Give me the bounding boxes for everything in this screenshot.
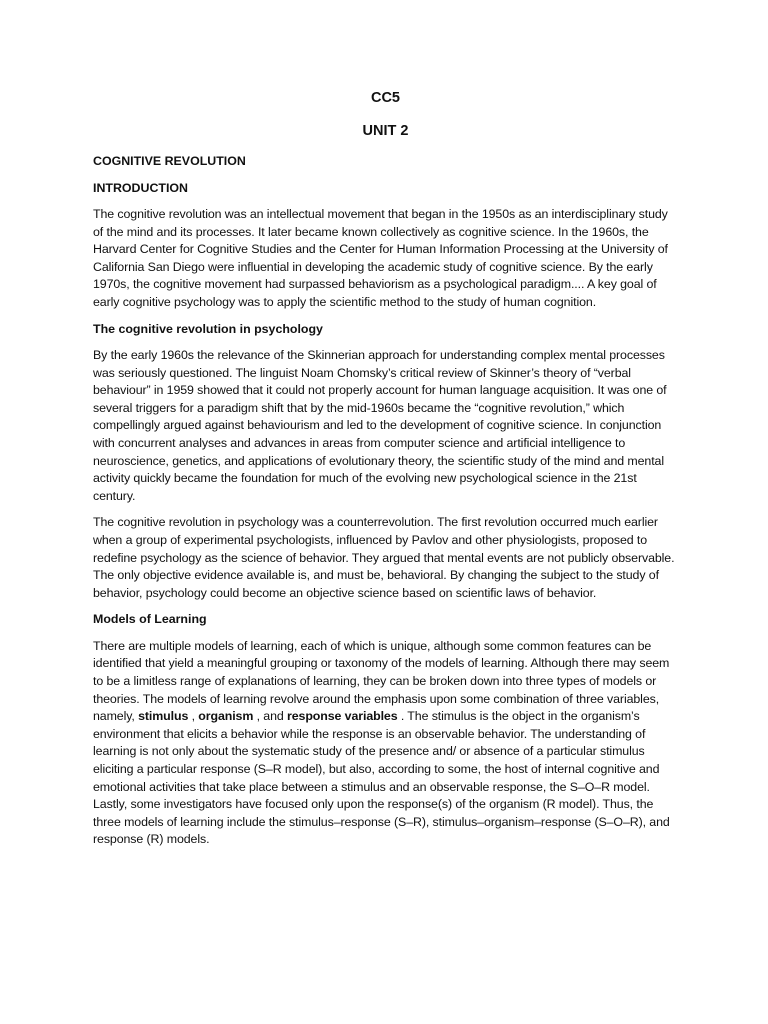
course-code-title: CC5: [370, 90, 400, 106]
models-paragraph: [93, 638, 678, 849]
intro-paragraph: The cognitive revolution was an intellectual movement that began in the 1950s as an interdisciplinary study of the mind and its processes. It later became known collectively as cognitive science. In the 1960s, the Harvard Center for Cognitive Studies and the Center for Human Information Processing at the University of California San Diego were influential in developing the academic study of cognitive science. By the early 1970s, the cognitive movement had surpassed behaviorism as a psychological paradigm.... A key goal of early cognitive psychology was to apply the scientific method to the study of human cognition.: [93, 207, 668, 309]
intro-heading: INTRODUCTION: [93, 180, 188, 195]
models-text-part1: There are multiple models of learning, each of which is unique, although some common features can be identified that yield a meaningful grouping or taxonomy of the models of learning. Although there may seem to be a limitless range of explanations of learning, they can be broken down into three types of models or theories. The models of learning revolve around the emphasis upon some combination of three variables, namely,: [93, 638, 670, 724]
models-heading: Models of Learning: [93, 612, 207, 627]
psych-paragraph-1: By the early 1960s the relevance of the Skinnerian approach for understanding complex mental processes was seriously questioned. The linguist Noam Chomsky’s critical review of Skinner’s theory of “verbal behaviour” in 1959 showed that it could not properly account for human language acquisition. It was one of several triggers for a paradigm shift that by the mid-1960s became the “cognitive revolution,” which compellingly argued against behaviourism and led to the development of cognitive science. In conjunction with concurrent analyses and advances in areas from computer science and artificial intelligence to neuroscience, genetics, and applications of evolutionary theory, the scientific study of the mind and mental activity quickly became the foundation for much of the evolving new psychological science in the 21st century.: [93, 348, 667, 503]
organism-term: organism: [198, 709, 254, 724]
models-separator-1: ,: [188, 709, 199, 724]
section-title: COGNITIVE REVOLUTION: [93, 154, 246, 168]
stimulus-term: stimulus: [138, 709, 189, 724]
unit-title: UNIT 2: [362, 123, 409, 139]
document-page: [93, 88, 678, 858]
models-text-part2: . The stimulus is the object in the organism’s environment that elicits a behavior while the response is an observable behavior. The understanding of learning is not only about the systematic study of the presence and/ or absence of a particular stimulus eliciting a particular response (S–R model), but also, according to some, the host of internal cognitive and emotional activities that take place between a stimulus and an observable response, the S–O–R model. Lastly, some investigators have focused only upon the response(s) of the organism (R model). Thus, the three models of learning include the stimulus–response (S–R), stimulus–organism–response (S–O–R), and response (R) models.: [93, 709, 670, 847]
psych-heading: The cognitive revolution in psychology: [93, 321, 323, 336]
models-separator-2: , and: [253, 709, 288, 724]
response-variables-term: response variables: [287, 709, 398, 724]
psych-paragraph-2: The cognitive revolution in psychology was a counterrevolution. The first revolution occurred much earlier when a group of experimental psychologists, influenced by Pavlov and other physiologists, proposed to redefine psychology as the science of behavior. They argued that mental events are not publicly observable. The only objective evidence available is, and must be, behavioral. By changing the subject to the study of behavior, psychology could become an objective science based on scientific laws of behavior.: [93, 515, 675, 600]
